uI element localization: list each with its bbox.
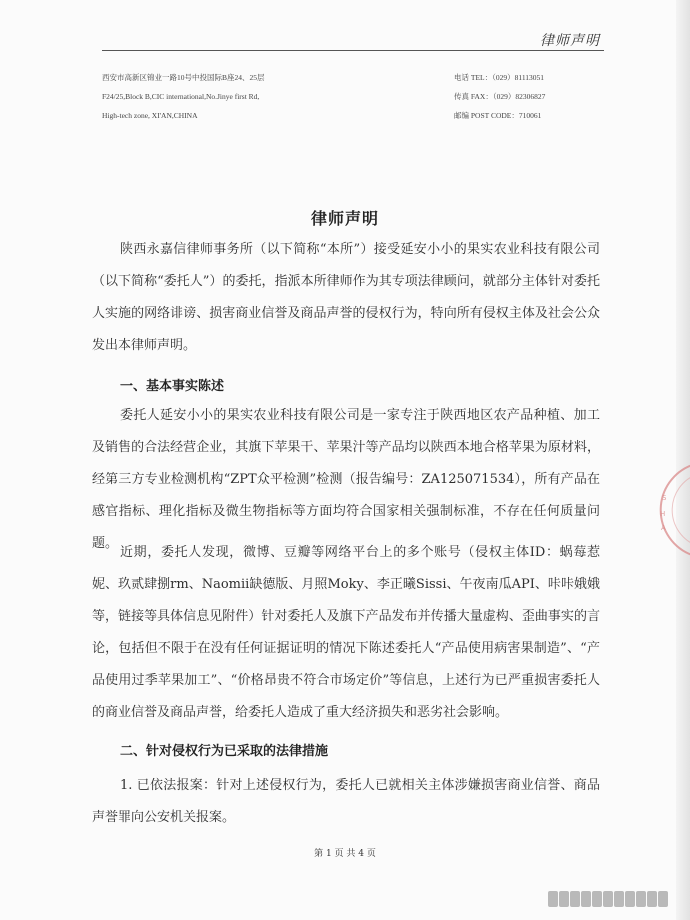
svg-text:A: A (661, 524, 666, 532)
svg-text:H: H (660, 510, 666, 518)
contact-fax: 传真 FAX：（029）82306827 (454, 92, 546, 101)
section2-item-1: 1. 已依法报案：针对上述侵权行为，委托人已就相关主体涉嫌损害商业信誉、商品声誉罪向公安机关报案。 (92, 778, 600, 825)
intro-paragraph: 陕西永嘉信律师事务所（以下简称“本所”）接受延安小小的果实农业科技有限公司（以下简称“委托人”）的委托，指派本所律师作为其专项法律顾问，就部分主体针对委托人实施的网络诽谤、损害商业信誉及商品声誉的侵权行为，特向所有侵权主体及社会公众发出本律师声明。 (92, 242, 600, 353)
address-line: High-tech zone, XI'AN,CHINA (102, 111, 198, 120)
seal-stamp-icon (652, 460, 690, 560)
section2-heading: 二、针对侵权行为已采取的法律措施 (120, 744, 329, 759)
section1-paragraph-1: 委托人延安小小的果实农业科技有限公司是一家专注于陕西地区农产品种植、加工及销售的合法经营企业，其旗下苹果干、苹果汁等产品均以陕西本地合格苹果为原材料，经第三方专业检测机构“ZPT众平检测”检测（报告编号：ZA125071534），所有产品在感官指标、理化指标及微生物指标等方面均符合国家相关强制标准，不存在任何质量问题。 (92, 408, 600, 551)
address-line: 西安市高新区锦业一路10号中投国际B座24、25层 (102, 73, 265, 82)
header-rule (102, 50, 604, 51)
contact-tel: 电话 TEL：（029）81113051 (454, 73, 545, 82)
watermark-icon (548, 891, 676, 911)
svg-text:S: S (662, 494, 667, 502)
section1-paragraph-2: 近期，委托人发现，微博、豆瓣等网络平台上的多个账号（侵权主体ID：蜗莓惹妮、玖贰肆捌rm、Naomii缺德版、月照Moky、李正曦Sissi、午夜南瓜API、咔咔娥娥等，链接等具体信息见附件）针对委托人及旗下产品发布并传播大量虚构、歪曲事实的言论，包括但不限于在没有任何证据证明的情况下陈述委托人“产品使用病害果制造”、“产品使用过季苹果加工”、“价格昂贵不符合市场定价”等信息，上述行为已严重损害委托人的商业信誉及商品声誉，给委托人造成了重大经济损失和恶劣社会影响。 (92, 545, 600, 720)
page-number: 第 1 页 共 4 页 (314, 849, 376, 859)
contact-postcode: 邮编 POST CODE：710061 (454, 111, 542, 120)
address-line: F24/25,Block B,CIC international,No.Jinye first Rd, (102, 92, 260, 101)
running-header-title: 律师声明 (540, 33, 600, 49)
firm-address (102, 68, 362, 125)
firm-contact (454, 68, 624, 125)
document-title: 律师声明 (310, 209, 379, 228)
section1-heading: 一、基本事实陈述 (120, 379, 225, 394)
